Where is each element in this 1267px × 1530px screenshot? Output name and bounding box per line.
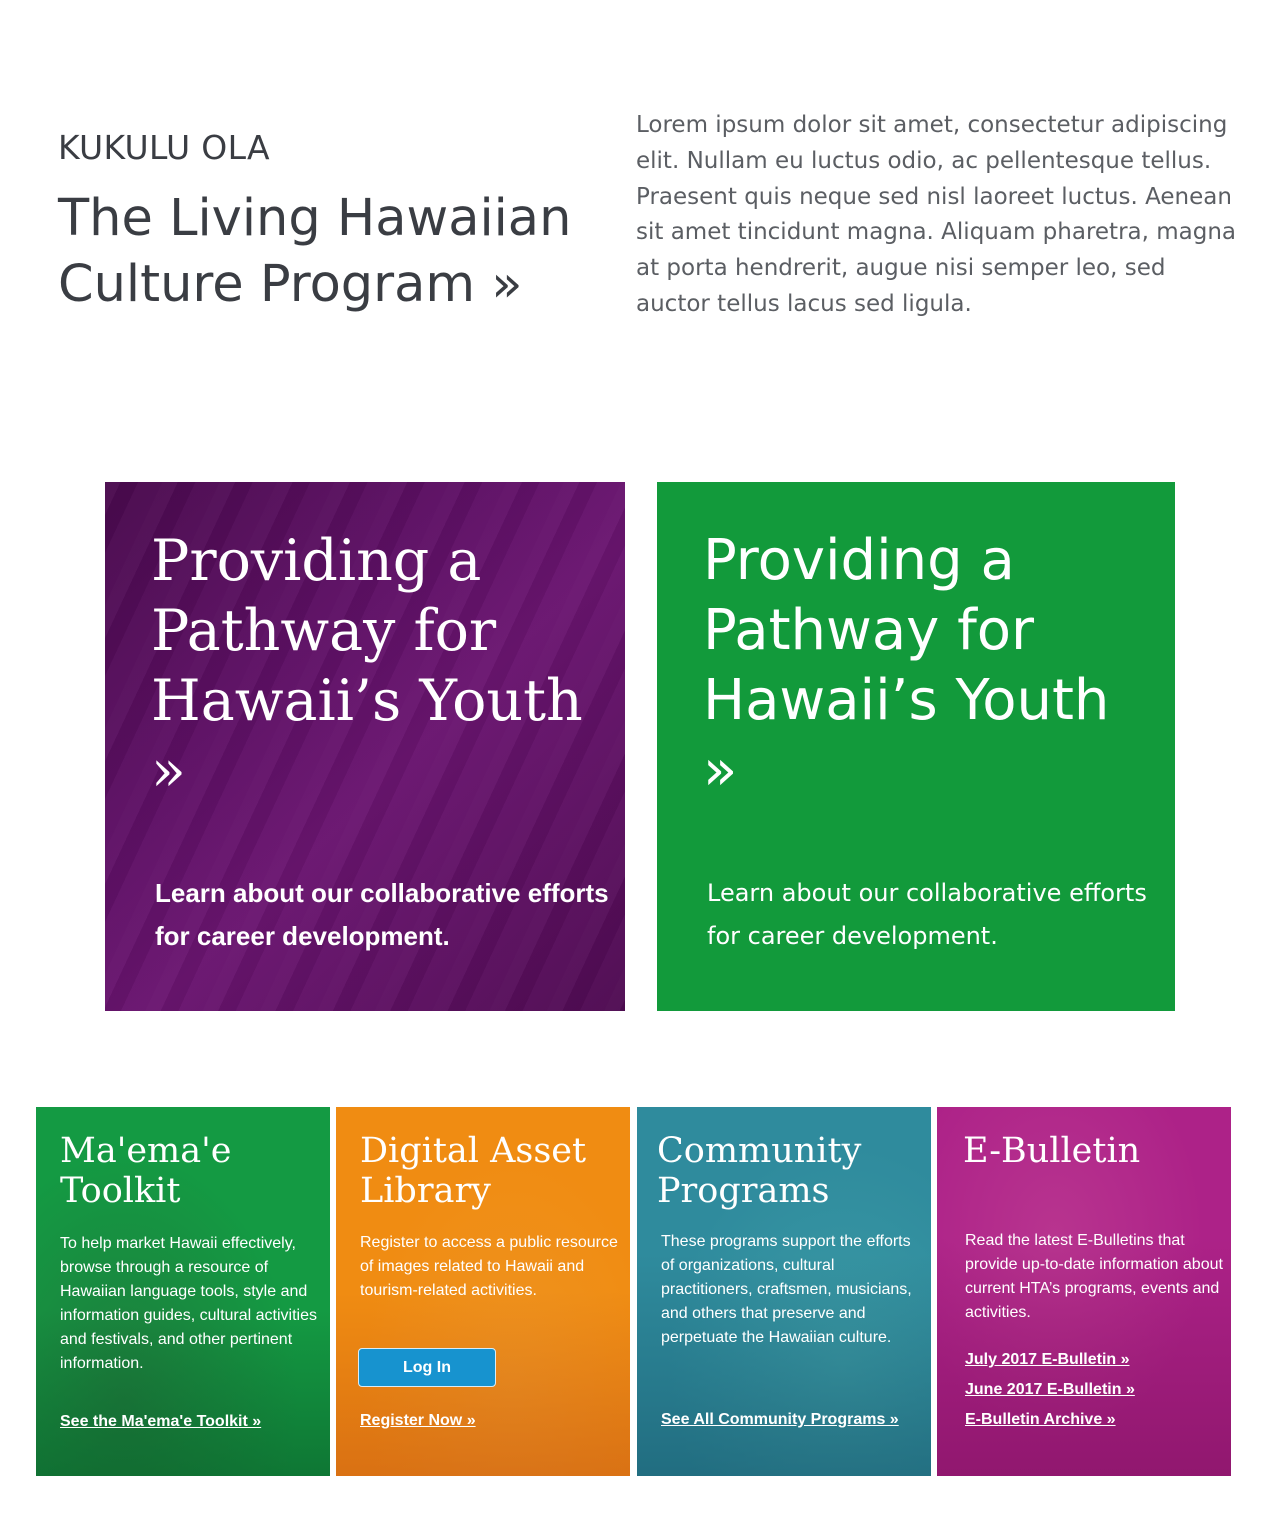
tile-title: Community Programs [657,1131,862,1211]
tile-toolkit [36,1107,330,1476]
login-button[interactable]: Log In [358,1348,496,1387]
tile-description: Register to access a public resource of images related to Hawaii and tourism-related activities. [360,1234,618,1299]
community-programs-link[interactable]: See All Community Programs » [661,1411,899,1428]
program-title-link[interactable]: The Living Hawaiian Culture Program » [58,189,572,314]
tile-community-programs [637,1107,931,1476]
program-eyebrow: KUKULU OLA [58,128,270,167]
bulletin-archive-link[interactable]: E-Bulletin Archive » [965,1411,1116,1428]
tile-description: Read the latest E-Bulletins that provide up-to-date information about current HTA’s programs, events and activities. [965,1232,1223,1321]
register-link[interactable]: Register Now » [360,1412,476,1429]
tile-title: Digital Asset Library [360,1131,587,1211]
bulletin-link-july-2017[interactable]: July 2017 E-Bulletin » [965,1351,1130,1368]
tile-description: These programs support the efforts of organizations, cultural practitioners, craftsmen, musicians, and others that preserve and perpetuate the Hawaiian culture. [661,1233,912,1346]
tile-title: E-Bulletin [963,1131,1141,1171]
feature-subtext: Learn about our collaborative efforts for career development. [707,879,1147,950]
tile-title: Ma'ema'e Toolkit [60,1131,232,1211]
feature-headline: Providing a Pathway for Hawaii’s Youth » [151,528,583,804]
tile-digital-asset-library [336,1107,630,1476]
feature-box-youth-purple[interactable] [105,482,625,1011]
toolkit-link[interactable]: See the Ma'ema'e Toolkit » [60,1413,262,1430]
feature-box-youth-green[interactable] [657,482,1175,1011]
tile-e-bulletin [937,1107,1231,1476]
feature-headline: Providing a Pathway for Hawaii’s Youth » [703,528,1110,803]
feature-subtext: Learn about our collaborative efforts for career development. [155,878,609,951]
bulletin-link-june-2017[interactable]: June 2017 E-Bulletin » [965,1381,1135,1398]
program-description: Lorem ipsum dolor sit amet, consectetur adipiscing elit. Nullam eu luctus odio, ac pellentesque tellus. Praesent quis neque sed nisl laoreet luctus. Aenean sit amet tincidunt magna. Aliquam pharetra, magna at porta hendrerit, augue nisi semper leo, sed auctor tellus lacus sed ligula. [636,112,1237,317]
tile-description: To help market Hawaii effectively, browse through a resource of Hawaiian language tools, style and information guides, cultural activities and festivals, and other pertinent information. [60,1235,318,1372]
